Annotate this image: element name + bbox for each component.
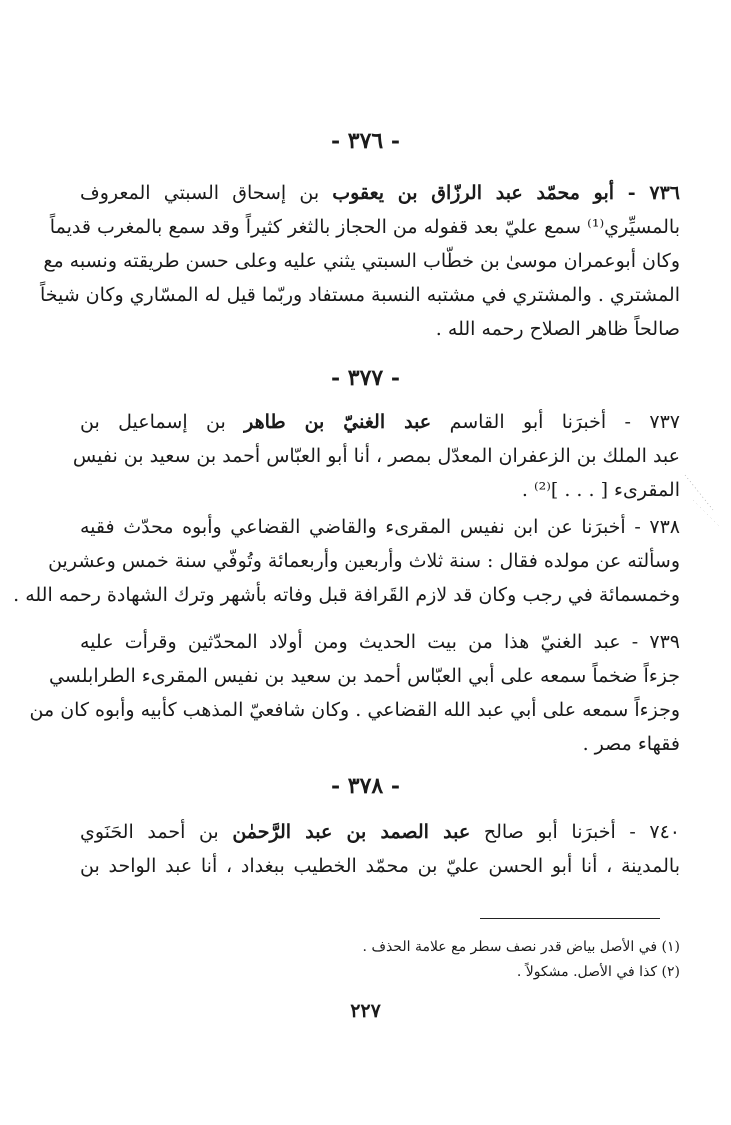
text-line: وخمسمائة في رجب وكان قد لازم القَرافة قبل وفاته بأشهر وترك الشهادة رحمه الله . (13, 584, 680, 606)
entry-739 (29, 625, 680, 761)
text-line: المقرىء [ . . . ]⁽²⁾ . (521, 479, 680, 501)
entry-737 (72, 405, 680, 507)
text-line (80, 405, 680, 439)
entry-title-737: عبد الغنيّ بن طاهر (244, 411, 432, 433)
text-line: عبد الملك بن الزعفران المعدّل بمصر ، أنا أبو العبّاس أحمد بن سعيد بن نفيس (72, 445, 680, 467)
text-line: ٧٣٩ - عبد الغنيّ هذا من بيت الحديث ومن أولاد المحدّثين وقرأت عليه (80, 631, 680, 653)
scan-speck-marks (683, 470, 723, 530)
text-line: فقهاء مصر . (582, 733, 680, 755)
page-number: ٢٢٧ (350, 1000, 381, 1022)
text-line (80, 815, 680, 849)
text-span: بن إسحاق السبتي المعروف (80, 182, 333, 204)
entry-title-740: عبد الصمد بن عبد الرَّحمٰن (232, 821, 471, 843)
section-heading-376: - ٣٧٦ - (330, 128, 401, 154)
text-line: المشتري . والمشتري في مشتبه النسبة مستفاد وربّما قيل له المسّاري وكان شيخاً (39, 284, 680, 306)
section-heading-377: - ٣٧٧ - (330, 365, 401, 391)
footnote-2: (٢) كذا في الأصل. مشكولاً . (516, 964, 680, 980)
text-line: صالحاً ظاهر الصلاح رحمه الله . (435, 318, 680, 340)
entry-736 (39, 176, 680, 346)
text-line: وجزءاً سمعه على أبي عبد الله القضاعي . وكان شافعيّ المذهب كأبيه وأبوه كان من (29, 699, 680, 721)
text-span: ٧٤٠ - أخبرَنا أبو صالح (470, 821, 681, 843)
footnote-1: (١) في الأصل بياض قدر نصف سطر مع علامة الحذف . (362, 939, 680, 955)
text-line: بالمدينة ، أنا أبو الحسن عليّ بن محمّد الخطيب ببغداد ، أنا عبد الواحد بن (80, 855, 680, 877)
text-line: ٧٣٨ - أخبرَنا عن ابن نفيس المقرىء والقاضي القضاعي وأبوه محدّث فقيه (80, 516, 680, 538)
text-span: بن أحمد الحَنَوي (80, 821, 233, 843)
entry-title-736: ٧٣٦ - أبو محمّد عبد الرزّاق بن يعقوب (332, 182, 680, 204)
entry-740 (80, 815, 680, 883)
footnote-divider (480, 918, 660, 919)
text-line: بالمسيِّري⁽¹⁾ سمع عليّ بعد قفوله من الحجاز بالثغر كثيراً وقد سمع بالمغرب قديماً (49, 216, 680, 238)
text-span: بن إسماعيل بن (80, 411, 245, 433)
section-heading-378: - ٣٧٨ - (330, 773, 401, 799)
text-line: وسألته عن مولده فقال : سنة ثلاث وأربعين وأربعمائة وتُوفّي سنة خمس وعشرين (48, 550, 680, 572)
text-line (80, 176, 680, 210)
text-line: جزءاً ضخماً سمعه على أبي العبّاس أحمد بن سعيد بن نفيس المقرىء الطرابلسي (48, 665, 680, 687)
text-line: وكان أبوعمران موسىٰ بن خطّاب السبتي يثني عليه وعلى حسن طريقته ونسبه مع (43, 250, 680, 272)
text-span: ٧٣٧ - أخبرَنا أبو القاسم (431, 411, 680, 433)
entry-738 (13, 510, 680, 612)
